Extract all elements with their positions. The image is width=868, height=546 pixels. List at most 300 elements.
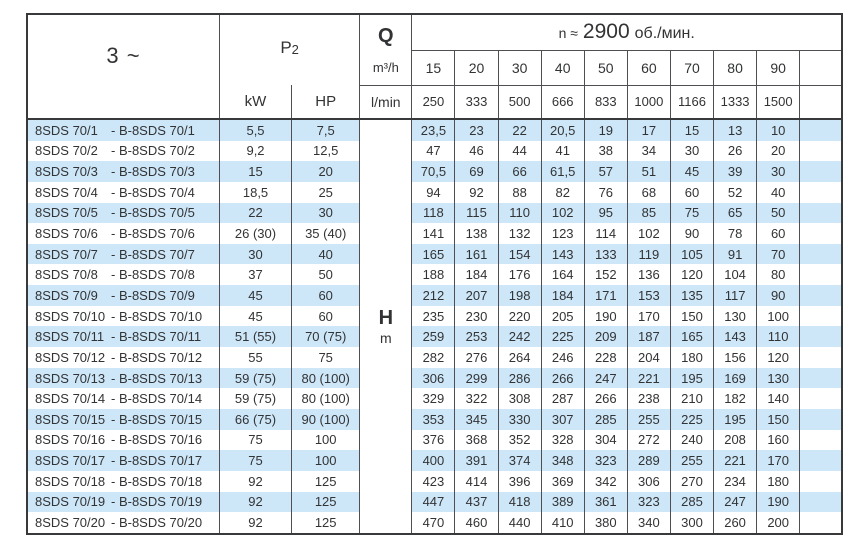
kw-cell-label: 45 xyxy=(248,287,263,303)
hp-cell-label: 20 xyxy=(318,164,333,180)
head-value-cell xyxy=(627,306,670,327)
model-alias: - B-8SDS 70/4 xyxy=(111,184,195,200)
model-name: 8SDS 70/6 xyxy=(35,226,98,242)
model-name: 8SDS 70/18 xyxy=(35,473,106,489)
flow-m3h-cell-label: 80 xyxy=(727,59,743,76)
head-value-cell xyxy=(757,119,800,141)
head-value-cell xyxy=(627,223,670,244)
head-value-cell-label: 85 xyxy=(641,205,657,221)
head-value-cell xyxy=(541,161,584,182)
head-value-cell xyxy=(714,326,757,347)
kw-cell xyxy=(219,409,291,430)
flow-lmin-cell-label: 250 xyxy=(422,94,445,110)
head-value-cell-label: 368 xyxy=(465,432,488,448)
head-value-cell-label: 152 xyxy=(594,267,617,283)
flow-lmin-cell-label: 500 xyxy=(508,94,531,110)
head-value-cell-label: 38 xyxy=(598,143,614,159)
hp-cell xyxy=(292,471,360,492)
empty-header-cell xyxy=(800,85,842,119)
model-alias: - B-8SDS 70/10 xyxy=(111,308,203,324)
head-value-cell xyxy=(455,368,498,389)
head-value-cell-label: 70 xyxy=(770,246,786,262)
head-value-cell xyxy=(455,161,498,182)
head-value-cell xyxy=(714,388,757,409)
model-cell xyxy=(27,161,219,182)
head-value-cell-label: 153 xyxy=(638,287,660,303)
head-value-cell-label: 57 xyxy=(598,164,614,180)
head-value-cell-label: 285 xyxy=(681,494,703,510)
head-value-cell xyxy=(714,409,757,430)
head-value-cell-label: 170 xyxy=(638,308,660,324)
model-cell xyxy=(27,492,219,513)
head-value-cell xyxy=(498,306,541,327)
head-value-cell-label: 253 xyxy=(465,329,488,345)
head-value-cell-label: 285 xyxy=(594,411,617,427)
head-value-cell xyxy=(757,264,800,285)
head-value-cell-label: 376 xyxy=(422,432,445,448)
head-value-cell-label: 20,5 xyxy=(550,122,576,138)
model-name: 8SDS 70/19 xyxy=(35,494,106,510)
head-value-cell-label: 30 xyxy=(770,164,786,180)
head-value-cell xyxy=(498,347,541,368)
head-value-cell xyxy=(757,512,800,534)
head-value-cell-label: 150 xyxy=(767,411,790,427)
kw-cell-label: 92 xyxy=(248,473,263,489)
head-value-cell xyxy=(627,161,670,182)
pump-row xyxy=(27,492,842,513)
head-value-cell-label: 410 xyxy=(551,514,574,530)
head-value-cell-label: 389 xyxy=(551,494,574,510)
head-value-cell-label: 209 xyxy=(594,329,617,345)
flow-m3h-cell-label: 30 xyxy=(511,59,528,76)
pump-row xyxy=(27,141,842,162)
model-cell xyxy=(27,119,219,141)
head-value-cell-label: 225 xyxy=(551,329,574,345)
model-alias: - B-8SDS 70/8 xyxy=(111,267,195,283)
hp-cell-label: 80 (100) xyxy=(301,370,350,386)
head-value-cell-label: 190 xyxy=(594,308,617,324)
empty-cell xyxy=(800,409,842,430)
head-value-cell-label: 353 xyxy=(422,411,445,427)
model-name: 8SDS 70/17 xyxy=(35,453,106,469)
empty-cell xyxy=(800,285,842,306)
hp-cell xyxy=(292,388,360,409)
empty-cell xyxy=(800,182,842,203)
hp-cell xyxy=(292,512,360,534)
head-value-cell xyxy=(627,285,670,306)
head-value-cell xyxy=(757,450,800,471)
kw-cell xyxy=(219,182,291,203)
head-value-cell-label: 208 xyxy=(724,432,746,448)
lmin-label: l/min xyxy=(371,93,401,110)
hp-cell-label: 125 xyxy=(314,514,337,530)
hp-cell-label: 80 (100) xyxy=(301,391,350,407)
kw-cell xyxy=(219,141,291,162)
head-value-cell-label: 15 xyxy=(684,122,700,138)
head-value-cell-label: 136 xyxy=(638,267,660,283)
flow-m3h-cell xyxy=(670,50,713,85)
hp-cell-label: 7,5 xyxy=(316,122,335,138)
head-value-cell xyxy=(541,264,584,285)
hp-cell-label: 75 xyxy=(318,349,333,365)
head-value-cell xyxy=(584,182,627,203)
kw-cell xyxy=(219,368,291,389)
empty-cell xyxy=(800,492,842,513)
pump-row xyxy=(27,182,842,203)
flow-lmin-cell-label: 666 xyxy=(551,94,574,110)
head-value-cell-label: 246 xyxy=(551,349,574,365)
kw-label: kW xyxy=(244,93,267,110)
head-value-cell-label: 396 xyxy=(508,473,531,489)
flow-lmin-cell xyxy=(412,85,455,119)
head-value-cell-label: 361 xyxy=(594,494,617,510)
head-value-cell-label: 328 xyxy=(551,432,574,448)
head-value-cell-label: 20 xyxy=(770,143,786,159)
head-value-cell xyxy=(541,141,584,162)
hp-cell-label: 35 (40) xyxy=(305,226,347,242)
hp-cell-label: 60 xyxy=(318,308,333,324)
head-value-cell-label: 306 xyxy=(422,370,445,386)
head-value-cell xyxy=(541,512,584,534)
empty-cell xyxy=(800,326,842,347)
head-value-cell-label: 95 xyxy=(598,205,614,221)
head-value-cell xyxy=(714,512,757,534)
head-value-cell xyxy=(670,161,713,182)
head-value-cell xyxy=(412,450,455,471)
head-value-cell-label: 47 xyxy=(426,143,441,159)
head-value-cell-label: 374 xyxy=(508,453,531,469)
model-alias: - B-8SDS 70/12 xyxy=(111,349,203,365)
head-value-cell xyxy=(412,471,455,492)
head-value-cell xyxy=(455,285,498,306)
p2-header-cell xyxy=(219,14,359,85)
head-value-cell-label: 34 xyxy=(641,143,657,159)
head-value-cell xyxy=(584,347,627,368)
hp-label: HP xyxy=(315,93,337,110)
head-value-cell-label: 184 xyxy=(465,267,488,283)
head-value-cell xyxy=(584,264,627,285)
kw-cell-label: 26 (30) xyxy=(234,226,277,242)
head-value-cell-label: 41 xyxy=(555,143,570,159)
head-value-cell-label: 161 xyxy=(465,246,488,262)
head-value-cell xyxy=(627,512,670,534)
head-value-cell-label: 180 xyxy=(681,349,703,365)
head-value-cell xyxy=(455,203,498,224)
head-value-cell-label: 182 xyxy=(724,391,746,407)
head-value-cell-label: 10 xyxy=(770,122,786,138)
head-value-cell xyxy=(757,388,800,409)
head-value-cell-label: 102 xyxy=(638,226,660,242)
head-value-cell-label: 391 xyxy=(465,453,488,469)
model-cell xyxy=(27,430,219,451)
hp-cell-label: 125 xyxy=(314,473,337,489)
head-value-cell xyxy=(412,285,455,306)
head-value-cell-label: 132 xyxy=(508,226,531,242)
head-value-cell-label: 322 xyxy=(465,391,488,407)
empty-cell xyxy=(800,471,842,492)
head-value-cell xyxy=(541,471,584,492)
head-value-cell xyxy=(498,450,541,471)
flow-m3h-cell xyxy=(412,50,455,85)
head-value-cell xyxy=(714,492,757,513)
head-value-cell-label: 272 xyxy=(638,432,660,448)
head-value-cell xyxy=(412,388,455,409)
pump-row xyxy=(27,119,842,141)
head-value-cell-label: 418 xyxy=(508,494,531,510)
model-cell xyxy=(27,285,219,306)
model-name: 8SDS 70/10 xyxy=(35,308,106,324)
lmin-header-cell xyxy=(360,85,412,119)
head-value-cell-label: 470 xyxy=(422,514,445,530)
head-value-cell-label: 46 xyxy=(469,143,484,159)
speed-value: 2900 xyxy=(582,20,630,44)
flow-m3h-cell xyxy=(584,50,627,85)
head-value-cell xyxy=(541,223,584,244)
head-value-cell xyxy=(584,450,627,471)
hp-cell xyxy=(292,409,360,430)
model-cell xyxy=(27,182,219,203)
head-value-cell-label: 195 xyxy=(681,370,703,386)
kw-cell-label: 75 xyxy=(248,432,263,448)
head-value-cell-label: 78 xyxy=(727,226,743,242)
pump-row xyxy=(27,368,842,389)
head-value-cell xyxy=(541,326,584,347)
head-value-cell-label: 40 xyxy=(770,184,786,200)
head-value-cell xyxy=(670,409,713,430)
head-value-cell xyxy=(541,388,584,409)
pump-row xyxy=(27,223,842,244)
head-value-cell xyxy=(584,430,627,451)
kw-cell xyxy=(219,326,291,347)
head-value-cell xyxy=(670,223,713,244)
head-value-cell xyxy=(714,471,757,492)
flow-lmin-cell xyxy=(541,85,584,119)
model-cell xyxy=(27,512,219,534)
hp-cell-label: 25 xyxy=(318,184,333,200)
head-value-cell xyxy=(670,388,713,409)
empty-cell xyxy=(800,388,842,409)
head-value-cell xyxy=(498,492,541,513)
head-value-cell xyxy=(670,119,713,141)
head-value-cell xyxy=(714,368,757,389)
pump-row xyxy=(27,471,842,492)
head-value-cell xyxy=(670,450,713,471)
hp-cell-label: 40 xyxy=(318,246,333,262)
head-value-cell xyxy=(455,512,498,534)
head-value-cell-label: 123 xyxy=(551,226,574,242)
model-name: 8SDS 70/5 xyxy=(35,205,98,221)
kw-cell xyxy=(219,244,291,265)
hp-cell-label: 100 xyxy=(314,453,337,469)
header-row-1 xyxy=(27,14,842,50)
head-value-cell-label: 282 xyxy=(422,349,445,365)
head-value-cell-label: 164 xyxy=(551,267,574,283)
model-cell xyxy=(27,388,219,409)
head-value-cell xyxy=(757,285,800,306)
head-value-cell-label: 306 xyxy=(638,473,660,489)
head-value-cell xyxy=(714,430,757,451)
kw-cell-label: 51 (55) xyxy=(234,329,277,345)
head-value-cell xyxy=(670,471,713,492)
empty-cell xyxy=(800,306,842,327)
head-value-cell xyxy=(757,430,800,451)
head-value-cell xyxy=(714,285,757,306)
flow-m3h-cell-label: 70 xyxy=(684,59,700,76)
model-alias: - B-8SDS 70/3 xyxy=(111,164,195,180)
q-label: Q xyxy=(378,24,394,47)
head-value-cell xyxy=(455,141,498,162)
head-value-cell-label: 220 xyxy=(508,308,531,324)
flow-lmin-cell xyxy=(498,85,541,119)
head-value-cell xyxy=(455,492,498,513)
head-value-cell xyxy=(412,244,455,265)
head-value-cell-label: 130 xyxy=(724,308,746,324)
empty-cell xyxy=(800,347,842,368)
head-value-cell-label: 266 xyxy=(594,391,617,407)
head-value-cell xyxy=(714,203,757,224)
pump-row xyxy=(27,347,842,368)
hp-cell-label: 60 xyxy=(318,287,333,303)
head-value-cell-label: 266 xyxy=(551,370,574,386)
head-value-cell-label: 115 xyxy=(466,205,487,221)
head-value-cell xyxy=(757,161,800,182)
model-alias: - B-8SDS 70/18 xyxy=(111,473,203,489)
head-value-cell-label: 200 xyxy=(767,514,790,530)
head-value-cell xyxy=(757,368,800,389)
head-value-cell-label: 247 xyxy=(724,494,746,510)
head-value-cell xyxy=(541,285,584,306)
head-value-cell xyxy=(498,430,541,451)
flow-m3h-cell xyxy=(541,50,584,85)
head-value-cell xyxy=(541,492,584,513)
model-alias: - B-8SDS 70/6 xyxy=(111,226,195,242)
head-value-cell xyxy=(670,141,713,162)
head-value-cell xyxy=(584,326,627,347)
head-value-cell-label: 340 xyxy=(638,514,660,530)
head-value-cell-label: 118 xyxy=(423,205,444,221)
head-value-cell-label: 105 xyxy=(681,246,703,262)
model-alias: - B-8SDS 70/14 xyxy=(111,391,203,407)
head-value-cell-label: 380 xyxy=(594,514,617,530)
model-alias: - B-8SDS 70/20 xyxy=(111,514,203,530)
head-value-cell-label: 22 xyxy=(512,122,527,138)
model-alias: - B-8SDS 70/16 xyxy=(111,432,203,448)
head-value-cell-label: 188 xyxy=(422,267,445,283)
head-value-cell xyxy=(541,368,584,389)
empty-cell xyxy=(800,119,842,141)
flow-lmin-cell xyxy=(757,85,800,119)
head-value-cell xyxy=(455,471,498,492)
hp-cell xyxy=(292,306,360,327)
head-value-cell xyxy=(584,512,627,534)
hp-header-cell xyxy=(292,85,360,119)
model-name: 8SDS 70/2 xyxy=(35,143,98,159)
head-value-cell xyxy=(714,244,757,265)
head-value-cell-label: 90 xyxy=(684,226,700,242)
head-value-cell-label: 23 xyxy=(469,122,484,138)
head-value-cell-label: 82 xyxy=(555,184,570,200)
hp-cell xyxy=(292,430,360,451)
head-value-cell-label: 130 xyxy=(767,370,790,386)
head-value-cell xyxy=(412,306,455,327)
head-value-cell-label: 207 xyxy=(465,287,488,303)
model-cell xyxy=(27,471,219,492)
hp-cell xyxy=(292,492,360,513)
head-value-cell xyxy=(498,223,541,244)
model-cell xyxy=(27,264,219,285)
pump-row xyxy=(27,512,842,534)
head-value-cell-label: 160 xyxy=(767,432,790,448)
head-value-cell xyxy=(541,119,584,141)
head-value-cell xyxy=(455,409,498,430)
head-value-cell xyxy=(670,512,713,534)
head-value-cell xyxy=(714,141,757,162)
head-value-cell xyxy=(541,306,584,327)
model-alias: - B-8SDS 70/15 xyxy=(111,411,203,427)
head-value-cell-label: 110 xyxy=(767,329,789,345)
hp-cell xyxy=(292,141,360,162)
flow-m3h-cell-label: 90 xyxy=(770,59,786,76)
head-value-cell xyxy=(670,182,713,203)
hp-cell xyxy=(292,182,360,203)
head-value-cell xyxy=(412,141,455,162)
head-value-cell xyxy=(757,306,800,327)
speed-prefix: n ≈ xyxy=(558,25,578,42)
head-value-cell-label: 19 xyxy=(598,122,614,138)
flow-lmin-cell-label: 1000 xyxy=(634,94,664,110)
head-value-cell-label: 225 xyxy=(681,411,703,427)
model-name: 8SDS 70/14 xyxy=(35,391,106,407)
kw-cell xyxy=(219,492,291,513)
head-value-cell-label: 323 xyxy=(594,453,617,469)
head-value-cell xyxy=(541,430,584,451)
head-value-cell-label: 45 xyxy=(684,164,700,180)
head-value-cell-label: 289 xyxy=(638,453,660,469)
head-value-cell xyxy=(455,430,498,451)
head-value-cell xyxy=(498,244,541,265)
model-name: 8SDS 70/11 xyxy=(35,329,105,345)
hp-cell xyxy=(292,203,360,224)
head-value-cell xyxy=(498,119,541,141)
hp-cell-label: 50 xyxy=(318,267,333,283)
flow-m3h-cell xyxy=(714,50,757,85)
head-value-cell xyxy=(584,471,627,492)
kw-cell xyxy=(219,264,291,285)
head-value-cell-label: 94 xyxy=(426,184,441,200)
model-name: 8SDS 70/1 xyxy=(35,122,98,138)
pump-row xyxy=(27,450,842,471)
head-value-cell-label: 60 xyxy=(770,226,786,242)
speed-unit: об./мин. xyxy=(634,25,695,43)
head-value-cell xyxy=(498,264,541,285)
head-value-cell-label: 104 xyxy=(724,267,746,283)
head-value-cell xyxy=(498,409,541,430)
head-value-cell-label: 80 xyxy=(770,267,786,283)
hp-cell xyxy=(292,326,360,347)
model-alias: - B-8SDS 70/1 xyxy=(111,122,195,138)
head-value-cell xyxy=(670,430,713,451)
hp-cell-label: 12,5 xyxy=(313,143,339,159)
head-value-cell xyxy=(412,512,455,534)
head-value-cell-label: 440 xyxy=(508,514,531,530)
kw-cell xyxy=(219,388,291,409)
pump-row xyxy=(27,388,842,409)
head-unit: m xyxy=(379,329,392,346)
flow-lmin-cell-label: 1333 xyxy=(720,94,750,110)
head-value-cell xyxy=(584,285,627,306)
head-value-cell xyxy=(757,471,800,492)
hp-cell xyxy=(292,285,360,306)
